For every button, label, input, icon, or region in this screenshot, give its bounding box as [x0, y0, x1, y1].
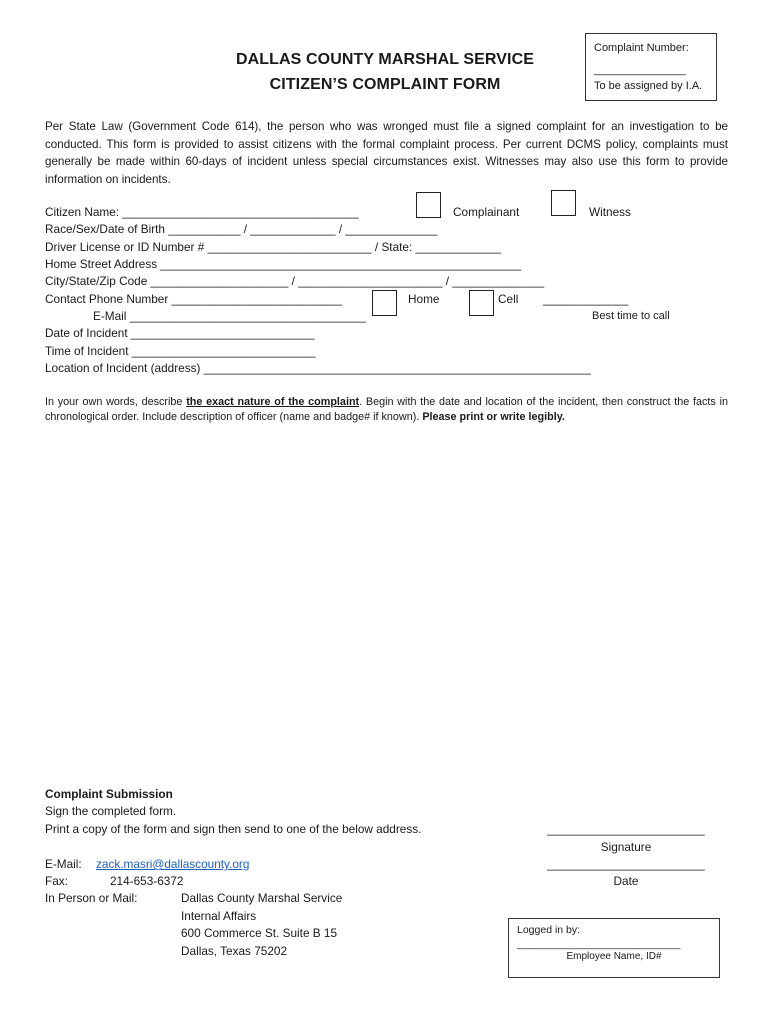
- submission-heading: Complaint Submission: [45, 787, 173, 801]
- city-state-zip-field[interactable]: City/State/Zip Code _____________________ / ______________________ / ______________: [45, 274, 545, 288]
- complaint-number-label: Complaint Number:: [594, 42, 689, 54]
- submission-line2: Print a copy of the form and sign then send to one of the below address.: [45, 822, 422, 836]
- complainant-label: Complainant: [453, 205, 520, 219]
- cell-checkbox[interactable]: [469, 290, 494, 316]
- home-label: Home: [408, 292, 440, 306]
- fax-label: Fax:: [45, 874, 68, 888]
- complaint-number-blank[interactable]: _______________: [594, 64, 686, 76]
- contact-phone-field[interactable]: Contact Phone Number __________________________: [45, 292, 343, 306]
- date-of-incident-field[interactable]: Date of Incident ____________________________: [45, 326, 315, 340]
- description-instructions: [45, 395, 728, 425]
- logged-in-box: [508, 918, 720, 978]
- complainant-checkbox[interactable]: [416, 192, 441, 218]
- fax-number: 214-653-6372: [110, 874, 184, 888]
- location-of-incident-field[interactable]: Location of Incident (address) ___________________________________________________________: [45, 361, 591, 375]
- citizen-name-field[interactable]: Citizen Name: ____________________________________: [45, 205, 359, 219]
- email-field[interactable]: E-Mail ____________________________________: [93, 309, 366, 323]
- logged-in-line[interactable]: ____________________________: [517, 938, 681, 950]
- best-time-label: Best time to call: [592, 310, 670, 322]
- signature-label: Signature: [600, 840, 652, 854]
- cell-label: Cell: [498, 292, 519, 306]
- witness-label: Witness: [589, 205, 631, 219]
- instructions-emphasis: the exact nature of the complaint: [186, 396, 360, 408]
- address-line1: Dallas County Marshal Service: [181, 891, 343, 905]
- driver-license-field[interactable]: Driver License or ID Number # _________________________ / State: _____________: [45, 240, 501, 254]
- time-of-incident-field[interactable]: Time of Incident ____________________________: [45, 344, 316, 358]
- date-label: Date: [613, 874, 639, 888]
- form-title-line1: DALLAS COUNTY MARSHAL SERVICE: [235, 51, 535, 68]
- date-line[interactable]: ________________________: [547, 857, 705, 871]
- address-line2: Internal Affairs: [181, 909, 257, 923]
- complaint-description-area[interactable]: [45, 440, 728, 780]
- address-line4: Dallas, Texas 75202: [181, 944, 288, 958]
- mail-label: In Person or Mail:: [45, 891, 138, 905]
- logged-in-sublabel: Employee Name, ID#: [566, 951, 662, 962]
- home-checkbox[interactable]: [372, 290, 397, 316]
- instructions-part1: In your own words, describe: [45, 396, 187, 408]
- address-line3: 600 Commerce St. Suite B 15: [181, 926, 338, 940]
- witness-checkbox[interactable]: [551, 190, 576, 216]
- complaint-number-note: To be assigned by I.A.: [594, 80, 703, 92]
- home-address-field[interactable]: Home Street Address _______________________________________________________: [45, 257, 522, 271]
- instructions-part2: . Begin with the date and location of the incident, then construct the facts in chronological order. Include description of officer (name and badge# if known).: [45, 396, 728, 423]
- complaint-number-box: [585, 33, 717, 101]
- email-link[interactable]: zack.masri@dallascounty.org: [96, 857, 250, 871]
- instructions-bold-end: Please print or write legibly.: [422, 411, 565, 423]
- best-time-field[interactable]: _____________: [543, 292, 629, 306]
- email-label: E-Mail:: [45, 857, 82, 871]
- signature-line[interactable]: ________________________: [547, 822, 705, 836]
- form-title-line2: CITIZEN’S COMPLAINT FORM: [269, 76, 501, 93]
- submission-line1: Sign the completed form.: [45, 804, 177, 818]
- intro-paragraph: Per State Law (Government Code 614), the person who was wronged must file a signed complaint for an investigation to be conducted. This form is provided to assist citizens with the formal complaint process. Per current DCMS policy, complaints must generally be made within 60-days of incident unless special circumstances exist. Witnesses may also use this form to provide information on incidents.: [45, 120, 728, 186]
- logged-in-label: Logged in by:: [517, 924, 581, 936]
- race-sex-dob-field[interactable]: Race/Sex/Date of Birth ___________ / _____________ / ______________: [45, 222, 438, 236]
